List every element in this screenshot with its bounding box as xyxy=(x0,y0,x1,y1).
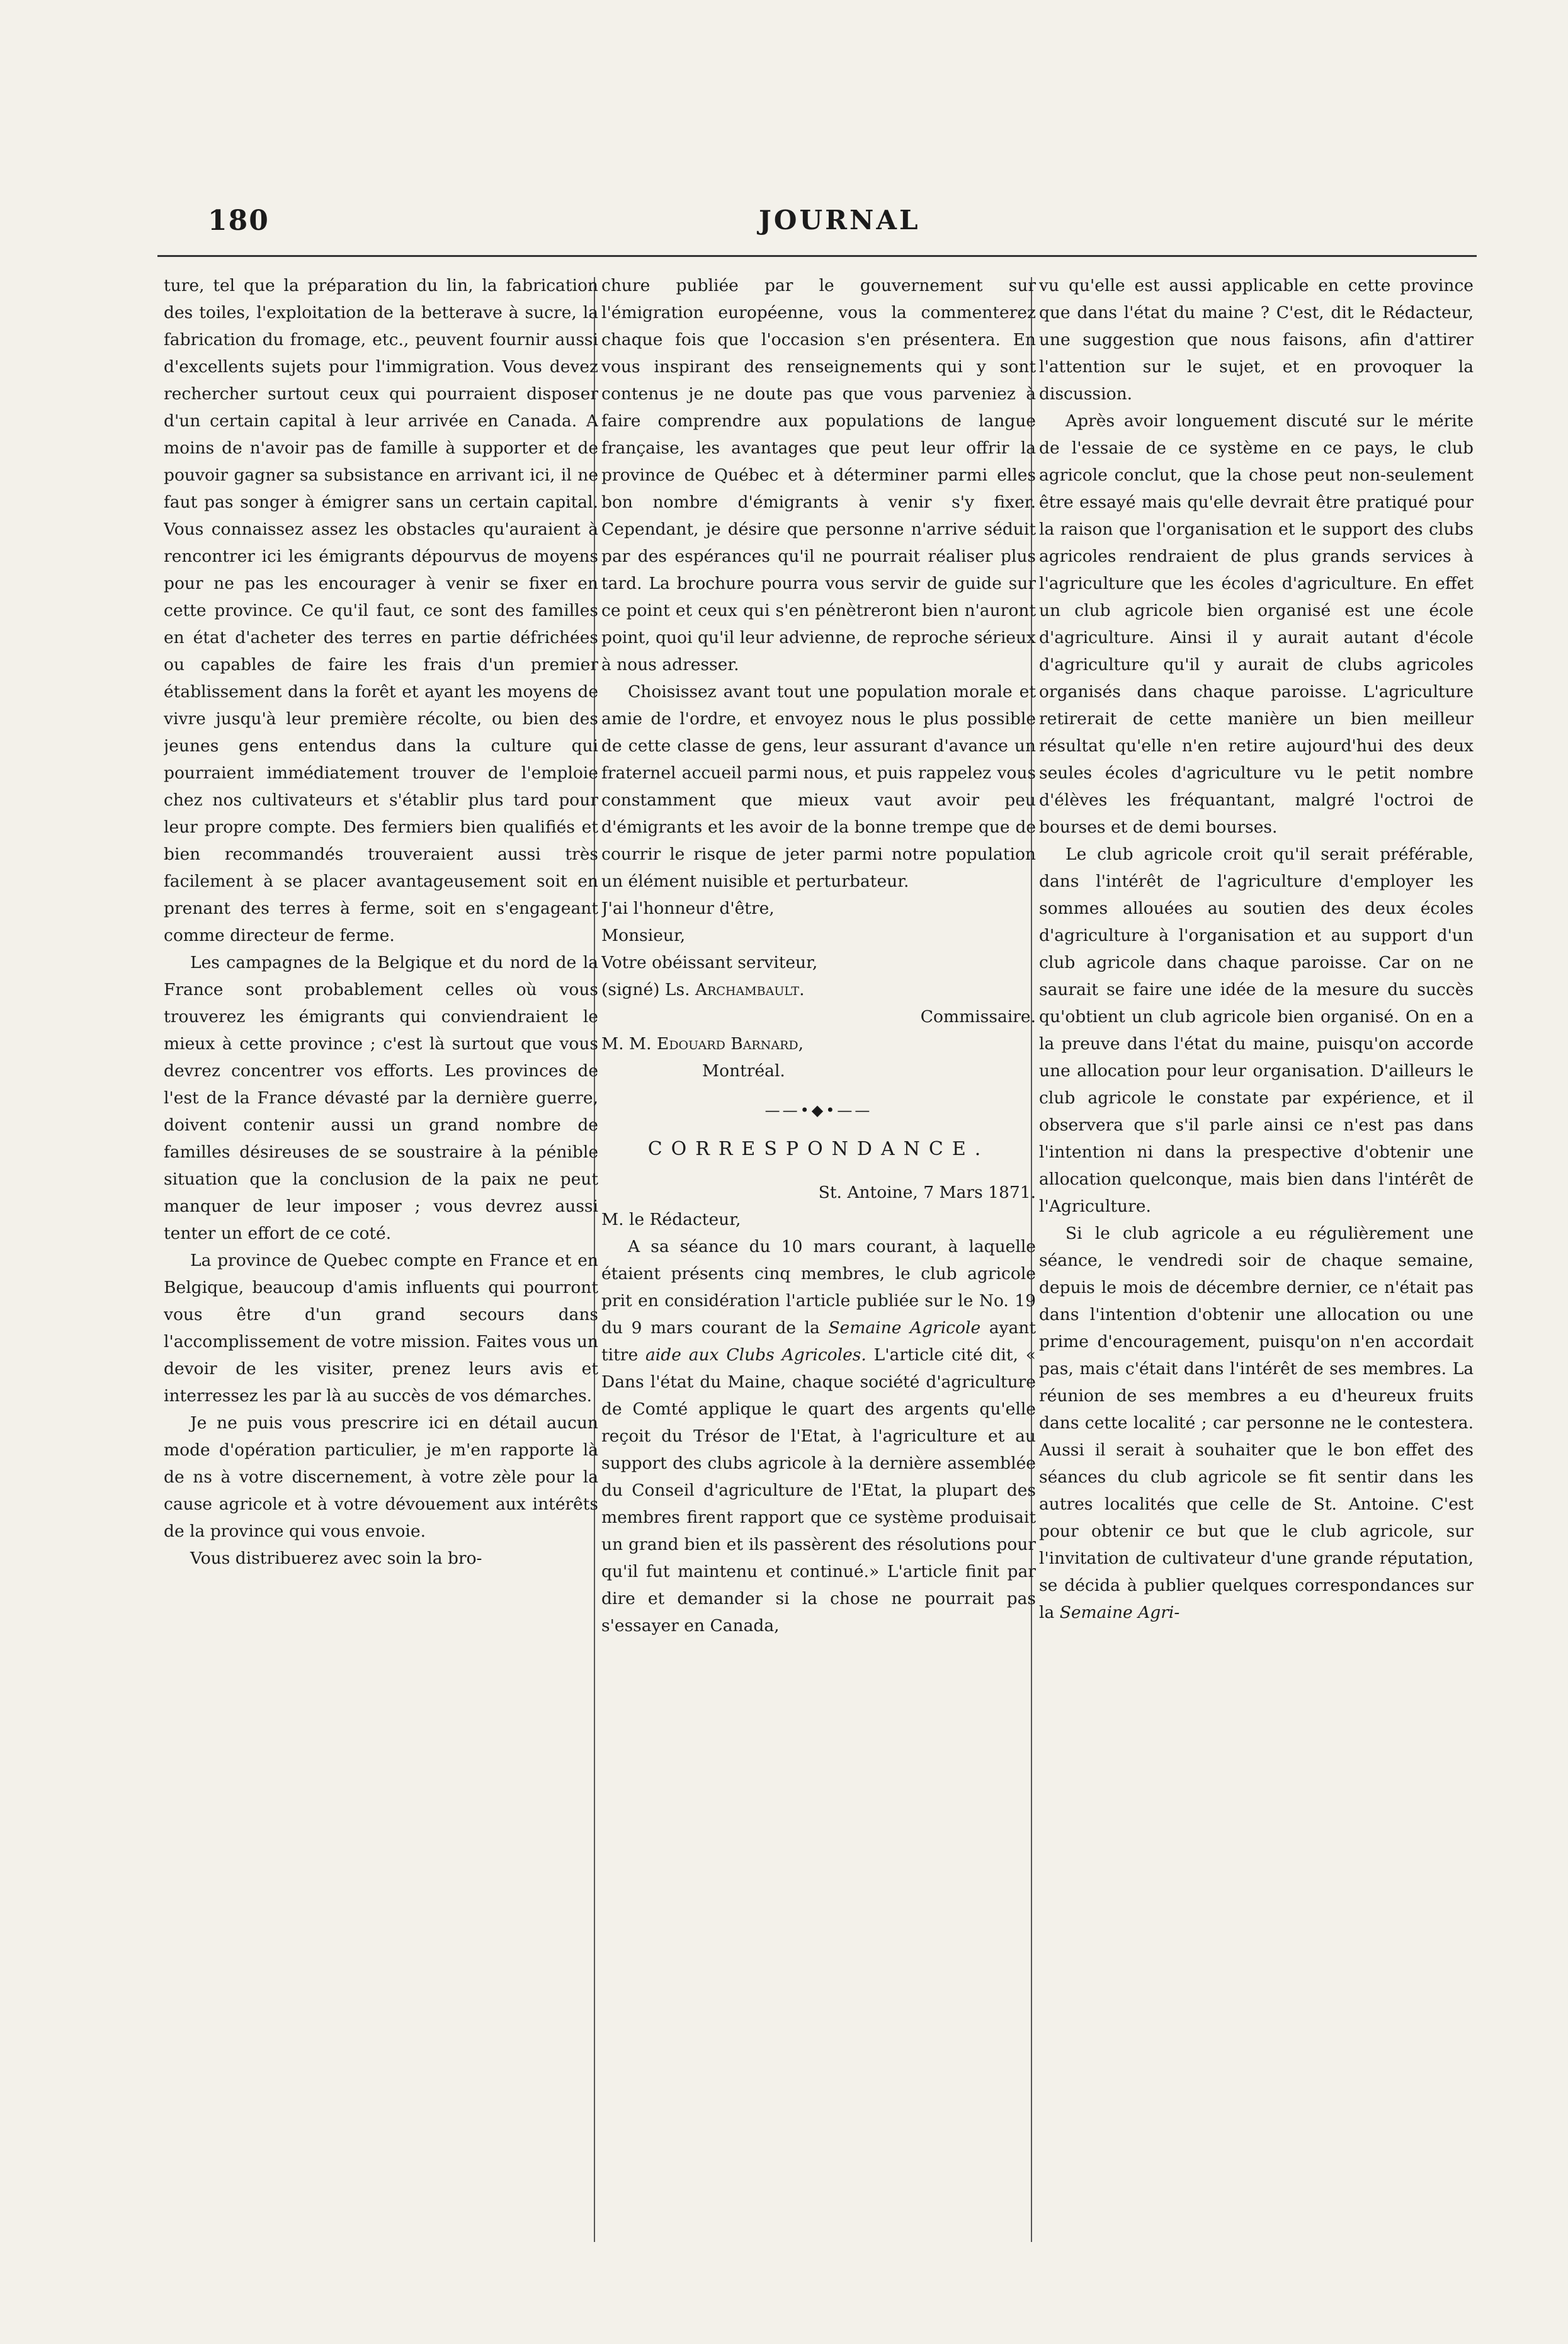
paragraph: vu qu'elle est aussi applicable en cette province que dans l'état du maine ? C'est, dit le Rédacteur, une suggestion que nous faisons, afin d'attirer l'attention sur le sujet, et en provoquer la discussion. xyxy=(1039,276,1474,404)
publication-title: Semaine Agri- xyxy=(1059,1603,1180,1622)
paragraph: Le club agricole croit qu'il serait préférable, dans l'intérêt de l'agriculture d'employer les sommes allouées au soutien des deux écoles d'agriculture à l'organisation et au support d'un club agricole dans chaque paroisse. Car on ne saurait se faire une idée de la mesure du succès qu'obtient un club agricole bien organisé. On en a la preuve dans l'état du maine, puisqu'on accorde une allocation pour leur organisation. D'ailleurs le club agricole le constate par expérience, et il observera que s'il parle ainsi ce n'est pas dans l'intention ni dans la prespective d'obtenir une allocation quelconque, mais bien dans l'intérêt de l'Agriculture. xyxy=(1039,845,1474,1216)
paragraph: Les campagnes de la Belgique et du nord de la France sont probablement celles où vous trouverez les émigrants qui conviendraient le mieux à cette province ; c'est là surtout que vous devrez concentrer vos efforts. Les provinces de l'est de la France dévasté par la dernière guerre, doivent contenir aussi un grand nombre de familles désireuses de se soustraire à la pénible situation que la conclusion de la paix ne peut manquer de leur imposer ; vous devrez aussi tenter un effort de ce coté. xyxy=(164,953,598,1243)
paragraph: Je ne puis vous prescrire ici en détail aucun mode d'opération particulier, je m'en rapporte là de ns à votre discernement, à votre zèle pour la cause agricole et à votre dévouement aux intérêts de la province qui vous envoie. xyxy=(164,1413,598,1541)
ornamental-divider: ——•◆•—— xyxy=(764,1101,873,1119)
salutation: M. le Rédacteur, xyxy=(601,1210,741,1229)
paragraph: Vous distribuerez avec soin la bro- xyxy=(190,1549,482,1568)
article-title: aide aux Clubs Agricoles. xyxy=(645,1345,866,1365)
text-column-3 xyxy=(1039,272,1474,2240)
text-column-1 xyxy=(164,272,598,2240)
header-rule xyxy=(157,255,1477,257)
addressee-place: Montréal. xyxy=(702,1061,785,1081)
signatory-name: Archambault. xyxy=(695,980,805,999)
signatory-title: Commissaire. xyxy=(920,1007,1036,1027)
text-column-2 xyxy=(601,272,1036,2240)
dateline: St. Antoine, 7 Mars 1871. xyxy=(818,1183,1036,1202)
publication-title: Semaine Agricole xyxy=(828,1318,981,1338)
letter-closing: J'ai l'honneur d'être, xyxy=(601,899,775,918)
running-head: JOURNAL xyxy=(759,205,921,236)
letter-closing: Votre obéissant serviteur, xyxy=(601,953,818,972)
paragraph: A sa séance du 10 mars courant, à laquelle étaient présents cinq membres, le club agricole prit en considération l'article publiée sur le No. 19 du 9 mars courant de la Semaine Agricole ayant titre aide aux Clubs Agricoles. L'article cité dit, « Dans l'état du Maine, chaque société d'agriculture de Comté applique le quart des argents qu'elle reçoit du Trésor de l'Etat, à l'agriculture et au support des clubs agricole à la dernière assemblée du Conseil d'agriculture de l'Etat, la plupart des membres firent rapport que ce système produisait un grand bien et ils passèrent des résolutions pour qu'il fut maintenu et continué.» L'article finit par dire et demander si la chose ne pourrait pas s'essayer en Canada, xyxy=(601,1237,1036,1636)
paragraph: Après avoir longuement discuté sur le mérite de l'essaie de ce système en ce pays, le club agricole conclut, que la chose peut non-seulement être essayé mais qu'elle devrait être pratiqué pour la raison que l'organisation et le support des clubs agricoles rendraient de plus grands services à l'agriculture que les écoles d'agriculture. En effet un club agricole bien organisé est une école d'agriculture. Ainsi il y aurait autant d'école d'agriculture qu'il y aurait de clubs agricoles organisés dans chaque paroisse. L'agriculture retirerait de cette manière un bien meilleur résultat qu'elle n'en retire aujourd'hui des deux seules écoles d'agriculture vu le petit nombre d'élèves les fréquantant, malgré l'octroi de bourses et de demi bourses. xyxy=(1039,411,1474,837)
addressee-name: Edouard Barnard, xyxy=(656,1034,804,1054)
addressee-line: M. M. Edouard Barnard, xyxy=(601,1034,804,1054)
paragraph: Choisissez avant tout une population morale et amie de l'ordre, et envoyez nous le plus possible de cette classe de gens, leur assurant d'avance un fraternel accueil parmi nous, et puis rappelez vous constamment que mieux vaut avoir peu d'émigrants et les avoir de la bonne trempe que de courrir le risque de jeter parmi notre population un élément nuisible et perturbateur. xyxy=(601,682,1036,891)
signature-line: (signé) Ls. Archambault. xyxy=(601,980,805,999)
letter-closing: Monsieur, xyxy=(601,926,686,945)
page-number: 180 xyxy=(208,205,270,237)
section-heading: CORRESPONDANCE. xyxy=(647,1138,990,1160)
paragraph: La province de Quebec compte en France et en Belgique, beaucoup d'amis influents qui pourront vous être d'un grand secours dans l'accomplissement de votre mission. Faites vous un devoir de les visiter, prenez leurs avis et interressez les par là au succès de vos démarches. xyxy=(164,1251,598,1406)
paragraph: chure publiée par le gouvernement sur l'émigration européenne, vous la commenterez chaque fois que l'occasion s'en présentera. En vous inspirant des renseignements qui y sont contenus je ne doute pas que vous parveniez à faire comprendre aux populations de langue française, les avantages que peut leur offrir la province de Québec et à déterminer parmi elles bon nombre d'émigrants à venir s'y fixer. Cependant, je désire que personne n'arrive séduit par des espérances qu'il ne pourrait réaliser plus tard. La brochure pourra vous servir de guide sur ce point et ceux qui s'en pénètreront bien n'auront point, quoi qu'il leur advienne, de reproche sérieux à nous adresser. xyxy=(601,276,1036,674)
paragraph: Si le club agricole a eu régulièrement une séance, le vendredi soir de chaque semaine, depuis le mois de décembre dernier, ce n'était pas dans l'intention d'obtenir une allocation ou une prime d'encouragement, puisqu'on n'en accordait pas, mais c'était dans l'intérêt de ses membres. La réunion de ses membres a eu d'heureux fruits dans cette localité ; car personne ne le contestera. Aussi il serait à souhaiter que le bon effet des séances du club agricole se fit sentir dans les autres localités que celle de St. Antoine. C'est pour obtenir ce but que le club agricole, sur l'invitation de cultivateur d'une grande réputation, se décida à publier quelques correspondances sur la Semaine Agri- xyxy=(1039,1224,1474,1622)
paragraph: ture, tel que la préparation du lin, la fabrication des toiles, l'exploitation de la betterave à sucre, la fabrication du fromage, etc., peuvent fournir aussi d'excellents sujets pour l'immigration. Vous devez rechercher surtout ceux qui pourraient disposer d'un certain capital à leur arrivée en Canada. A moins de n'avoir pas de famille à supporter et de pouvoir gagner sa subsistance en arrivant ici, il ne faut pas songer à émigrer sans un certain capital. Vous connaissez assez les obstacles qu'auraient à rencontrer ici les émigrants dépourvus de moyens pour ne pas les encourager à venir se fixer en cette province. Ce qu'il faut, ce sont des familles en état d'acheter des terres en partie défrichées ou capables de faire les frais d'un premier établissement dans la forêt et ayant les moyens de vivre jusqu'à leur première récolte, ou bien des jeunes gens entendus dans la culture qui pourraient immédiatement trouver de l'emploie chez nos cultivateurs et s'établir plus tard pour leur propre compte. Des fermiers bien qualifiés et bien recommandés trouveraient aussi très facilement à se placer avantageusement soit en prenant des terres à ferme, soit en s'engageant comme directeur de ferme. xyxy=(164,276,598,945)
